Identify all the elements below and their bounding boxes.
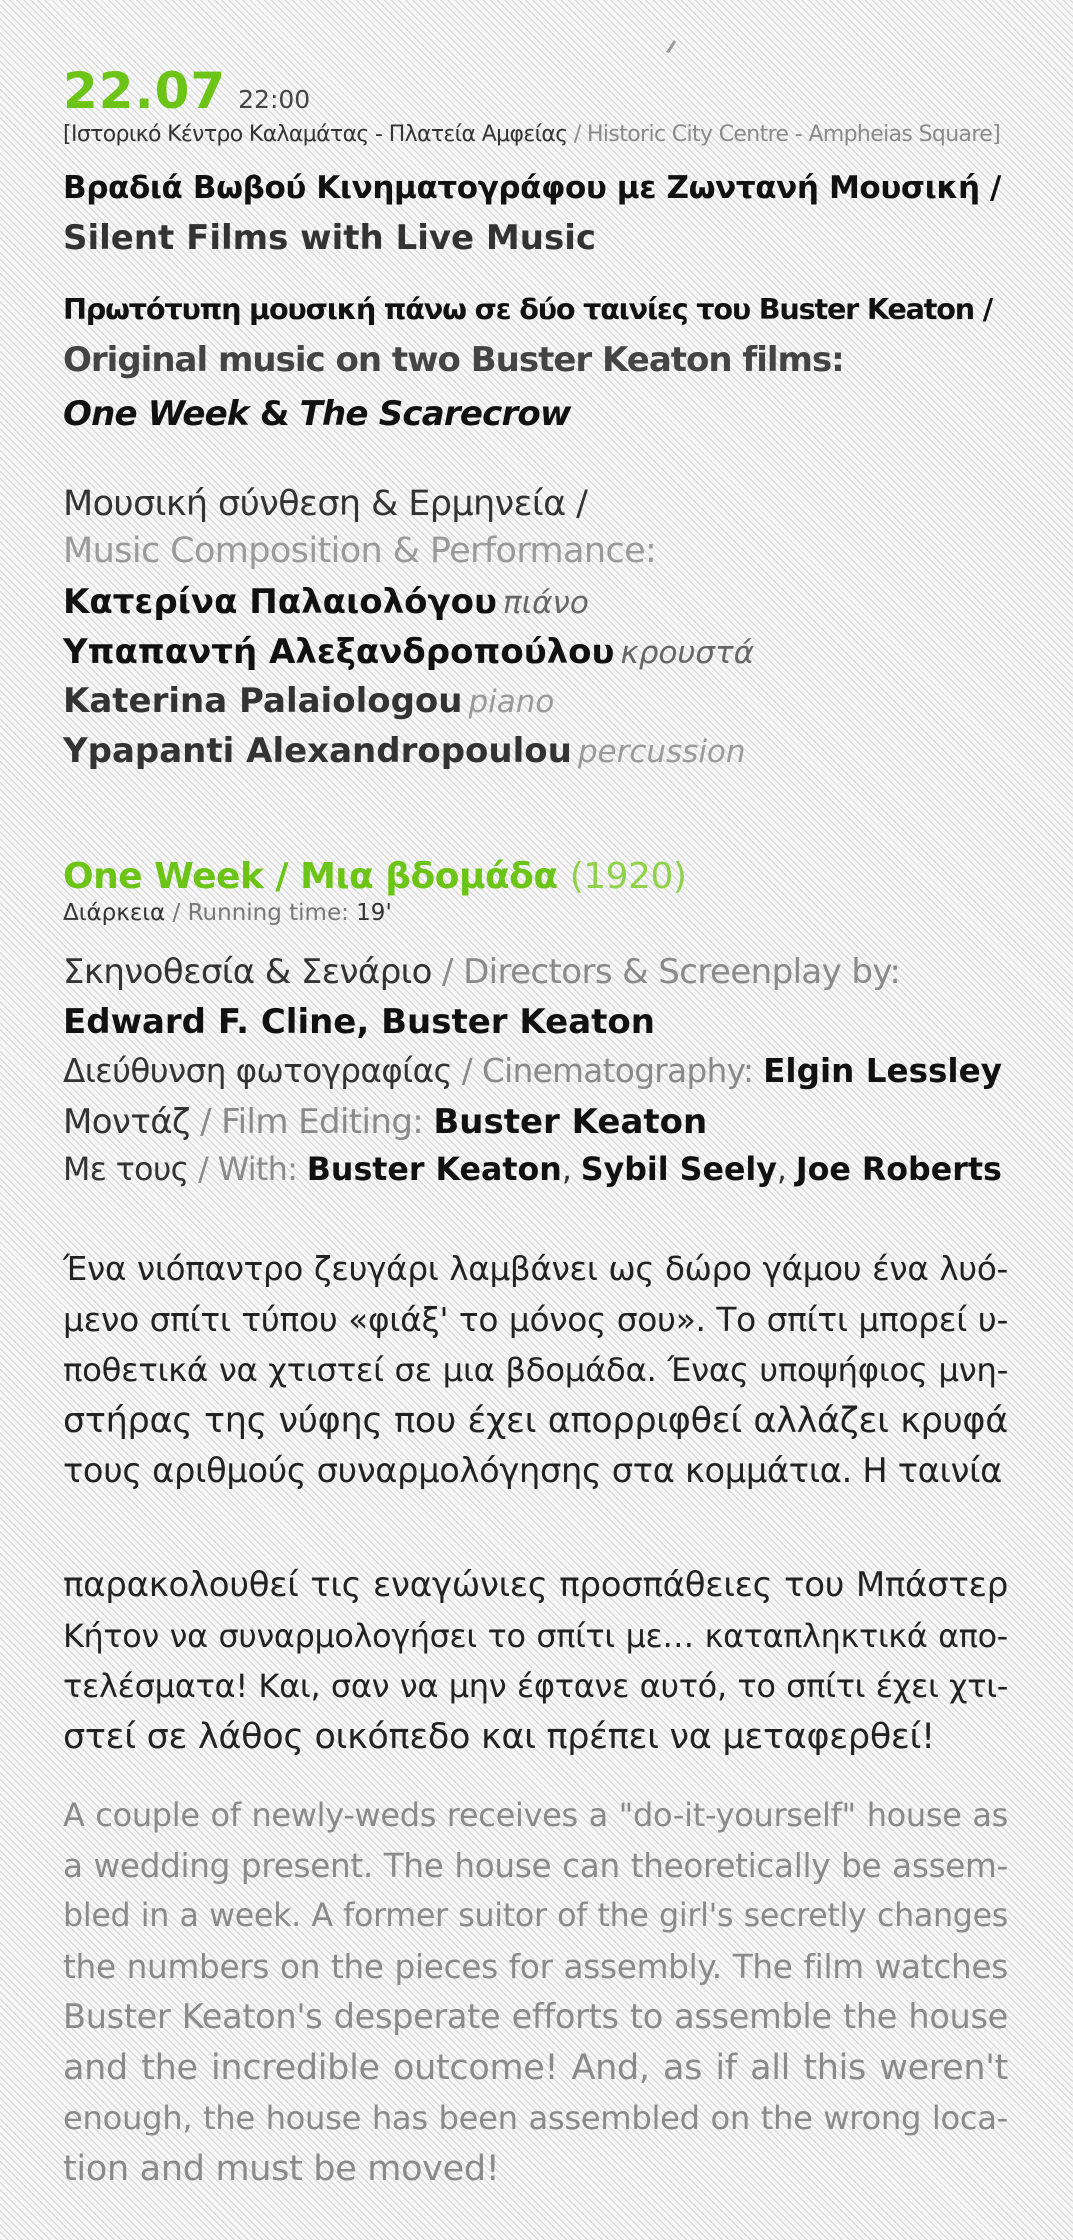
directors-label-english: / Directors & Screenplay by: (431, 952, 901, 992)
event-time: 22:00 (238, 85, 311, 114)
original-music-english: Original music on two Buster Keaton films: (63, 340, 844, 380)
performer-name: Ypapanti Alexandropoulou (63, 731, 572, 771)
event-venue (63, 122, 1000, 147)
synopsis-english (63, 1790, 1008, 2194)
synopsis-line: bled in a week. A former suitor of the girl's secretly changes (63, 1898, 1008, 1934)
event-title-greek: Βραδιά Βωβού Κινηματογράφου με Ζωντανή Μουσική / (63, 170, 1001, 206)
synopsis-line: τελέσματα! Και, σαν να μην έφτανε αυτό, το σπίτι έχει χτι- (63, 1667, 1008, 1705)
synopsis-line: παρακολουθεί τις εναγώνιες προσπάθειες του Μπάστερ (63, 1565, 1008, 1605)
composition-heading-greek: Μουσική σύνθεση & Ερμηνεία / (63, 484, 588, 524)
directors-names: Edward F. Cline, Buster Keaton (63, 1002, 655, 1042)
performer-row (63, 632, 754, 672)
cinematographer-name: Elgin Lessley (763, 1052, 1002, 1090)
venue-english: Historic City Centre - Ampheias Square] (587, 122, 1001, 147)
synopsis-line: στήρας της νύφης που έχει απορριφθεί αλλάζει κρυφά (63, 1400, 1008, 1441)
cast-label-greek: Με τους (63, 1152, 189, 1188)
performer-row (63, 681, 554, 721)
film-ampersand: & (248, 394, 300, 434)
cinematography-label-greek: Διεύθυνση φωτογραφίας (63, 1052, 453, 1090)
original-music-greek: Πρωτότυπη μουσική πάνω σε δύο ταινίες του Buster Keaton / (63, 292, 992, 326)
composition-heading-english: Music Composition & Performance: (63, 531, 657, 571)
directors-label-greek: Σκηνοθεσία & Σενάριο (63, 952, 432, 992)
credit-cinematography (63, 1052, 1002, 1090)
film-scarecrow: The Scarecrow (299, 394, 571, 434)
synopsis-line: στεί σε λάθος οικόπεδο και πρέπει να μεταφερθεί! (63, 1716, 935, 1757)
performer-name: Katerina Palaiologou (63, 681, 463, 721)
synopsis-line: A couple of newly-weds receives a "do-it-yourself" house as (63, 1796, 1008, 1834)
synopsis-line: the numbers on the pieces for assembly. The film watches (63, 1947, 1008, 1986)
synopsis-line: Ένα νιόπαντρο ζευγάρι λαμβάνει ως δώρο γάμου ένα λυό- (63, 1250, 1008, 1288)
performer-instrument: piano (468, 684, 555, 720)
event-date: 22.07 (63, 62, 227, 120)
venue-greek: [Ιστορικό Κέντρο Καλαμάτας - Πλατεία Αμφείας (63, 122, 568, 147)
performer-instrument: percussion (577, 734, 746, 770)
credit-cast (63, 1152, 1002, 1188)
cast-member: Buster Keaton (306, 1152, 562, 1188)
cast-label-english: / With: (188, 1152, 307, 1188)
editing-label-english: / Film Editing: (189, 1102, 434, 1142)
cast-member: Sybil Seely (580, 1152, 777, 1188)
credit-directors-label (63, 952, 900, 992)
performer-row (63, 731, 746, 771)
film-year: (1920) (569, 856, 687, 897)
synopsis-line: enough, the house has been assembled on the wrong loca- (63, 2099, 1008, 2137)
runtime-value: 19' (356, 900, 392, 926)
performer-name: Υπαπαντή Αλεξανδροπούλου (63, 632, 615, 672)
scan-speck-icon (660, 38, 680, 56)
credit-editing (63, 1102, 707, 1142)
synopsis-line: and the incredible outcome! And, as if all this weren't (63, 2047, 1008, 2088)
synopsis-line: Κήτον να συναρμολογήσει το σπίτι με… καταπληκτικά απο- (63, 1616, 1008, 1655)
cinematography-label-english: / Cinematography: (452, 1052, 764, 1090)
event-datetime (63, 62, 1008, 120)
film-one-week: One Week (63, 394, 249, 434)
synopsis-line: tion and must be moved! (63, 2148, 500, 2189)
cast-member: Joe Roberts (795, 1152, 1002, 1188)
cast-comma: , (776, 1152, 796, 1188)
film-runtime (63, 900, 392, 926)
film-list (63, 394, 571, 434)
event-title-english: Silent Films with Live Music (63, 218, 597, 258)
runtime-label-greek: Διάρκεια (63, 900, 166, 926)
synopsis-line: τους αριθμούς συναρμολόγησης στα κομμάτια. Η ταινία (63, 1451, 1003, 1490)
synopsis-greek-part2 (63, 1560, 1008, 1762)
synopsis-line: Buster Keaton's desperate efforts to assemble the house (63, 1997, 1008, 2036)
performer-name: Κατερίνα Παλαιολόγου (63, 582, 497, 622)
synopsis-line: a wedding present. The house can theoretically be assem- (63, 1846, 1008, 1885)
runtime-label-english: / Running time: (165, 900, 357, 926)
film-title (63, 856, 686, 897)
synopsis-line: μενο σπίτι τύπου «φιάξ' το μόνος σου». Το σπίτι μπορεί υ- (63, 1300, 1008, 1339)
film-title-text: One Week / Μια βδομάδα (63, 856, 558, 897)
performer-instrument: κρουστά (620, 635, 755, 671)
venue-separator: / (567, 122, 588, 147)
performer-instrument: πιάνο (502, 585, 589, 621)
editor-name: Buster Keaton (433, 1102, 708, 1142)
synopsis-greek-part1 (63, 1244, 1008, 1497)
cast-comma: , (561, 1152, 581, 1188)
editing-label-greek: Μοντάζ (63, 1102, 190, 1142)
synopsis-line: ποθετικά να χτιστεί σε μια βδομάδα. Ένας υποψήφιος μνη- (63, 1351, 1008, 1389)
performer-row (63, 582, 589, 622)
credit-directors (63, 1002, 655, 1042)
